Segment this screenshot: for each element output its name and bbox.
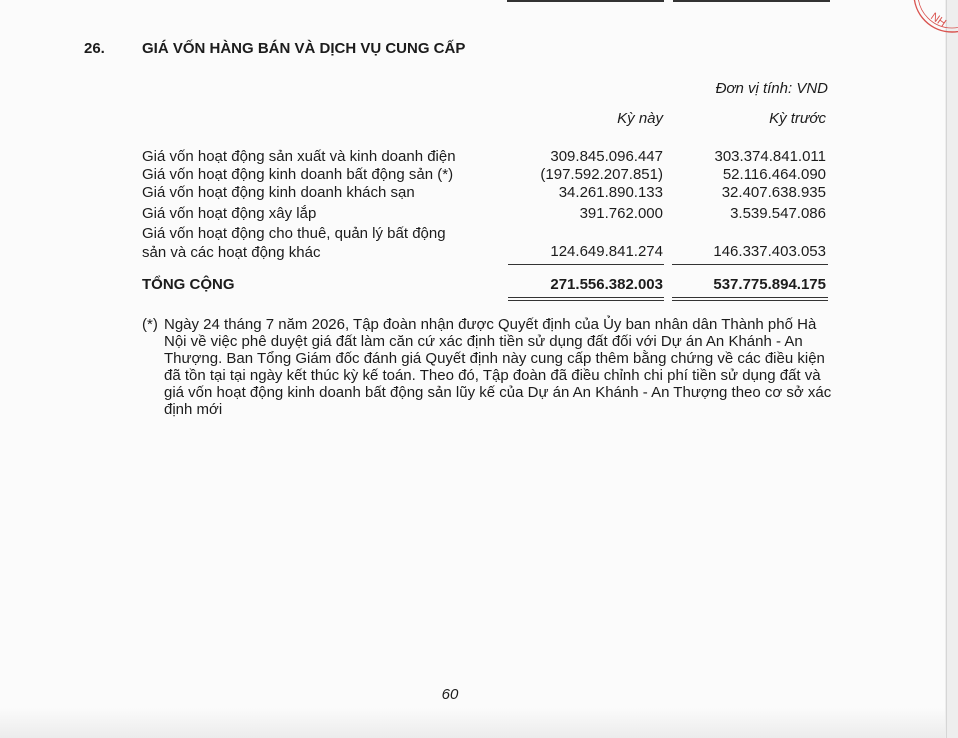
row-label: Giá vốn hoạt động kinh doanh khách sạn bbox=[142, 184, 415, 201]
total-rule-current-2 bbox=[508, 300, 664, 301]
row-value-previous: 3.539.547.086 bbox=[730, 205, 826, 222]
row-label: Giá vốn hoạt động xây lắp bbox=[142, 205, 317, 222]
subtotal-rule-previous bbox=[672, 264, 828, 265]
footnote bbox=[142, 316, 832, 418]
total-value-previous: 537.775.894.175 bbox=[713, 276, 826, 293]
stamp-text: NH bbox=[928, 10, 949, 30]
footnote-text: Ngày 24 tháng 7 năm 2026, Tập đoàn nhận được Quyết định của Ủy ban nhân dân Thành phố Hà Nội về việc phê duyệt giá đất làm căn cứ xác định tiền sử dụng đất đối với Dự án An Khánh - An Thượng. Ban Tổng Giám đốc đánh giá Quyết định này cung cấp thêm bằng chứng về các điều kiện đã tồn tại tại ngày kết thúc kỳ kế toán. Theo đó, Tập đoàn đã điều chỉnh chi phí tiền sử dụng đất và giá vốn hoạt động kinh doanh bất động sản lũy kế của Dự án An Khánh - An Thượng theo cơ sở xác định mới bbox=[164, 316, 832, 418]
total-rule-previous-2 bbox=[672, 300, 828, 301]
page-edge-line bbox=[946, 0, 947, 738]
column-header-previous: Kỳ trước bbox=[769, 110, 826, 127]
footnote-marker: (*) bbox=[142, 316, 158, 333]
total-value-current: 271.556.382.003 bbox=[550, 276, 663, 293]
section-number: 26. bbox=[84, 40, 105, 57]
previous-table-rule-current bbox=[507, 0, 664, 2]
row-value-previous: 146.337.403.053 bbox=[713, 243, 826, 260]
row-value-current: 391.762.000 bbox=[579, 205, 663, 222]
row-label: Giá vốn hoạt động kinh doanh bất động sản (*) bbox=[142, 166, 454, 183]
column-header-current: Kỳ này bbox=[617, 110, 663, 127]
total-label: TỔNG CỘNG bbox=[142, 276, 235, 293]
total-rule-previous-1 bbox=[672, 297, 828, 298]
row-value-current: (197.592.207.851) bbox=[540, 166, 663, 183]
subtotal-rule-current bbox=[508, 264, 664, 265]
row-value-previous: 303.374.841.011 bbox=[714, 148, 826, 165]
row-label-line1: Giá vốn hoạt động cho thuê, quản lý bất động bbox=[142, 225, 446, 242]
total-rule-current-1 bbox=[508, 297, 664, 298]
row-value-previous: 32.407.638.935 bbox=[721, 184, 826, 201]
page-bottom-shadow bbox=[0, 708, 945, 738]
row-value-current: 309.845.096.447 bbox=[550, 148, 663, 165]
page-number: 60 bbox=[441, 686, 459, 703]
previous-table-rule-previous bbox=[673, 0, 830, 2]
red-stamp-icon bbox=[908, 0, 958, 40]
row-value-previous: 52.116.464.090 bbox=[722, 166, 826, 183]
row-value-current: 124.649.841.274 bbox=[550, 243, 663, 260]
section-title: GIÁ VỐN HÀNG BÁN VÀ DỊCH VỤ CUNG CẤP bbox=[142, 40, 466, 57]
row-value-current: 34.261.890.133 bbox=[558, 184, 663, 201]
unit-label: Đơn vị tính: VND bbox=[715, 80, 828, 97]
row-label-line2: sản và các hoạt động khác bbox=[142, 244, 321, 261]
row-label: Giá vốn hoạt động sản xuất và kinh doanh điện bbox=[142, 148, 456, 165]
